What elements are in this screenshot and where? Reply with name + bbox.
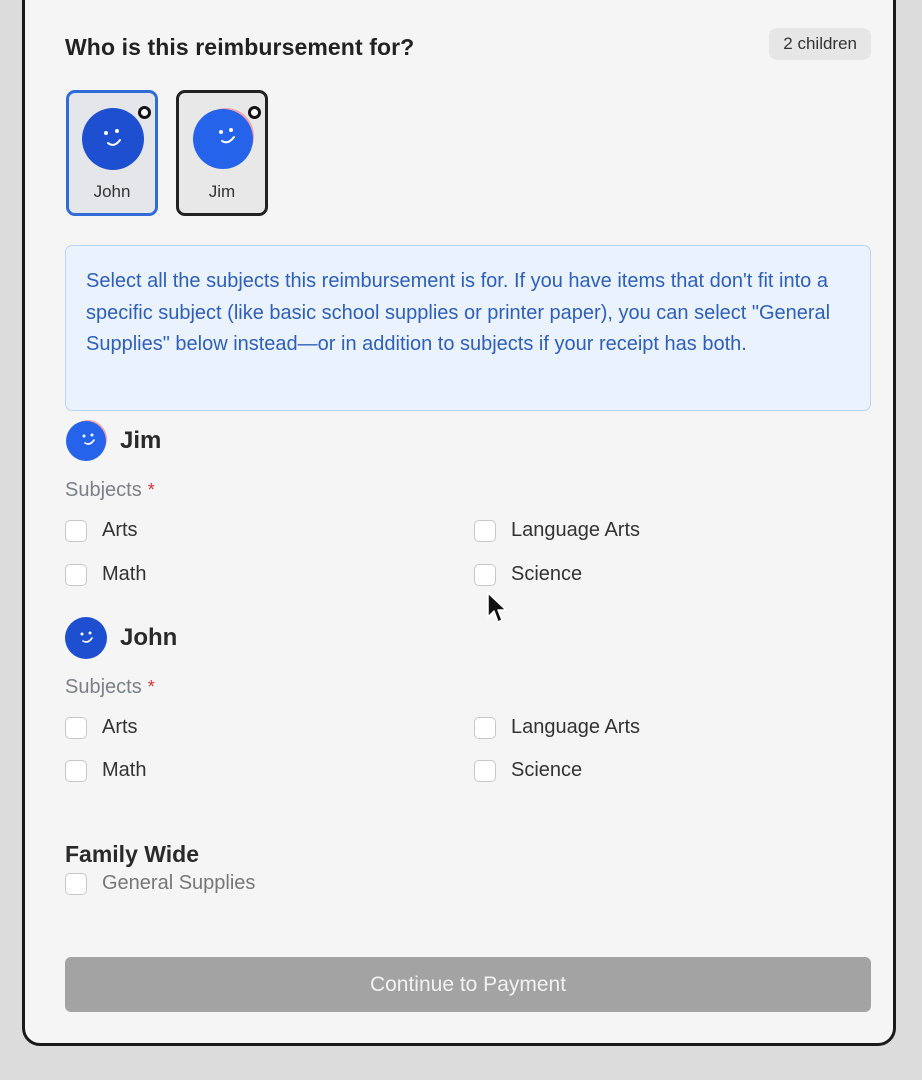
checkbox[interactable] (65, 873, 87, 895)
checkbox-label: Language Arts (511, 716, 640, 738)
family-wide-title: Family Wide (65, 841, 199, 867)
checkbox-jim-language-arts[interactable] (474, 519, 640, 542)
checkbox-label: Arts (102, 519, 138, 541)
reimbursement-form-card (22, 0, 896, 1046)
checkbox-label: General Supplies (102, 872, 256, 894)
avatar (192, 108, 254, 170)
child-card-jim[interactable] (176, 90, 268, 216)
checkbox-label: Language Arts (511, 519, 640, 541)
subjects-label (65, 676, 155, 699)
selected-indicator-icon (138, 106, 151, 119)
section-header-jim (65, 419, 161, 463)
smiley-avatar-icon (65, 617, 107, 659)
child-name: John (93, 182, 131, 201)
checkbox[interactable] (65, 564, 87, 586)
checkbox-jim-science[interactable] (474, 563, 582, 586)
avatar (82, 108, 144, 170)
checkbox-jim-arts[interactable] (65, 519, 138, 542)
subjects-label (65, 479, 155, 502)
checkbox-label: Science (511, 759, 583, 781)
info-text: Select all the subjects this reimbursement is for. If you have items that don't fit into a specific subject (like basic school supplies or printer paper), you can select "General Supplies" below instead—or in addition to subjects if your receipt has both. (86, 270, 831, 355)
child-card-john[interactable] (66, 90, 158, 216)
checkbox-general-supplies[interactable] (65, 872, 255, 895)
avatar (65, 420, 107, 462)
subjects-label-text: Subjects (65, 479, 142, 501)
avatar (65, 617, 107, 659)
checkbox-label: Math (102, 563, 147, 585)
checkbox[interactable] (65, 520, 87, 542)
checkbox-john-language-arts[interactable] (474, 716, 640, 739)
checkbox[interactable] (474, 564, 496, 586)
info-callout (65, 245, 871, 411)
required-mark: * (147, 480, 155, 500)
section-child-name: Jim (120, 427, 162, 454)
smiley-avatar-icon (82, 108, 144, 170)
selected-indicator-icon (248, 106, 261, 119)
subjects-label-text: Subjects (65, 676, 142, 698)
required-mark: * (147, 677, 155, 697)
section-header-john (65, 616, 177, 660)
checkbox-john-science[interactable] (474, 759, 582, 782)
checkbox[interactable] (65, 760, 87, 782)
continue-to-payment-button[interactable]: Continue to Payment (65, 957, 871, 1012)
checkbox-jim-math[interactable] (65, 563, 146, 586)
checkbox-label: Arts (102, 716, 138, 738)
smiley-avatar-icon (192, 108, 254, 170)
checkbox[interactable] (474, 760, 496, 782)
checkbox[interactable] (65, 717, 87, 739)
section-child-name: John (120, 624, 178, 651)
checkbox-label: Math (102, 759, 147, 781)
page-title: Who is this reimbursement for? (65, 34, 415, 60)
checkbox[interactable] (474, 520, 496, 542)
checkbox-john-arts[interactable] (65, 716, 138, 739)
checkbox-john-math[interactable] (65, 759, 146, 782)
checkbox[interactable] (474, 717, 496, 739)
child-name: Jim (208, 182, 236, 201)
children-count-badge: 2 children (769, 28, 871, 60)
checkbox-label: Science (511, 563, 583, 585)
mouse-cursor-icon (487, 592, 507, 626)
smiley-avatar-icon (65, 420, 107, 462)
